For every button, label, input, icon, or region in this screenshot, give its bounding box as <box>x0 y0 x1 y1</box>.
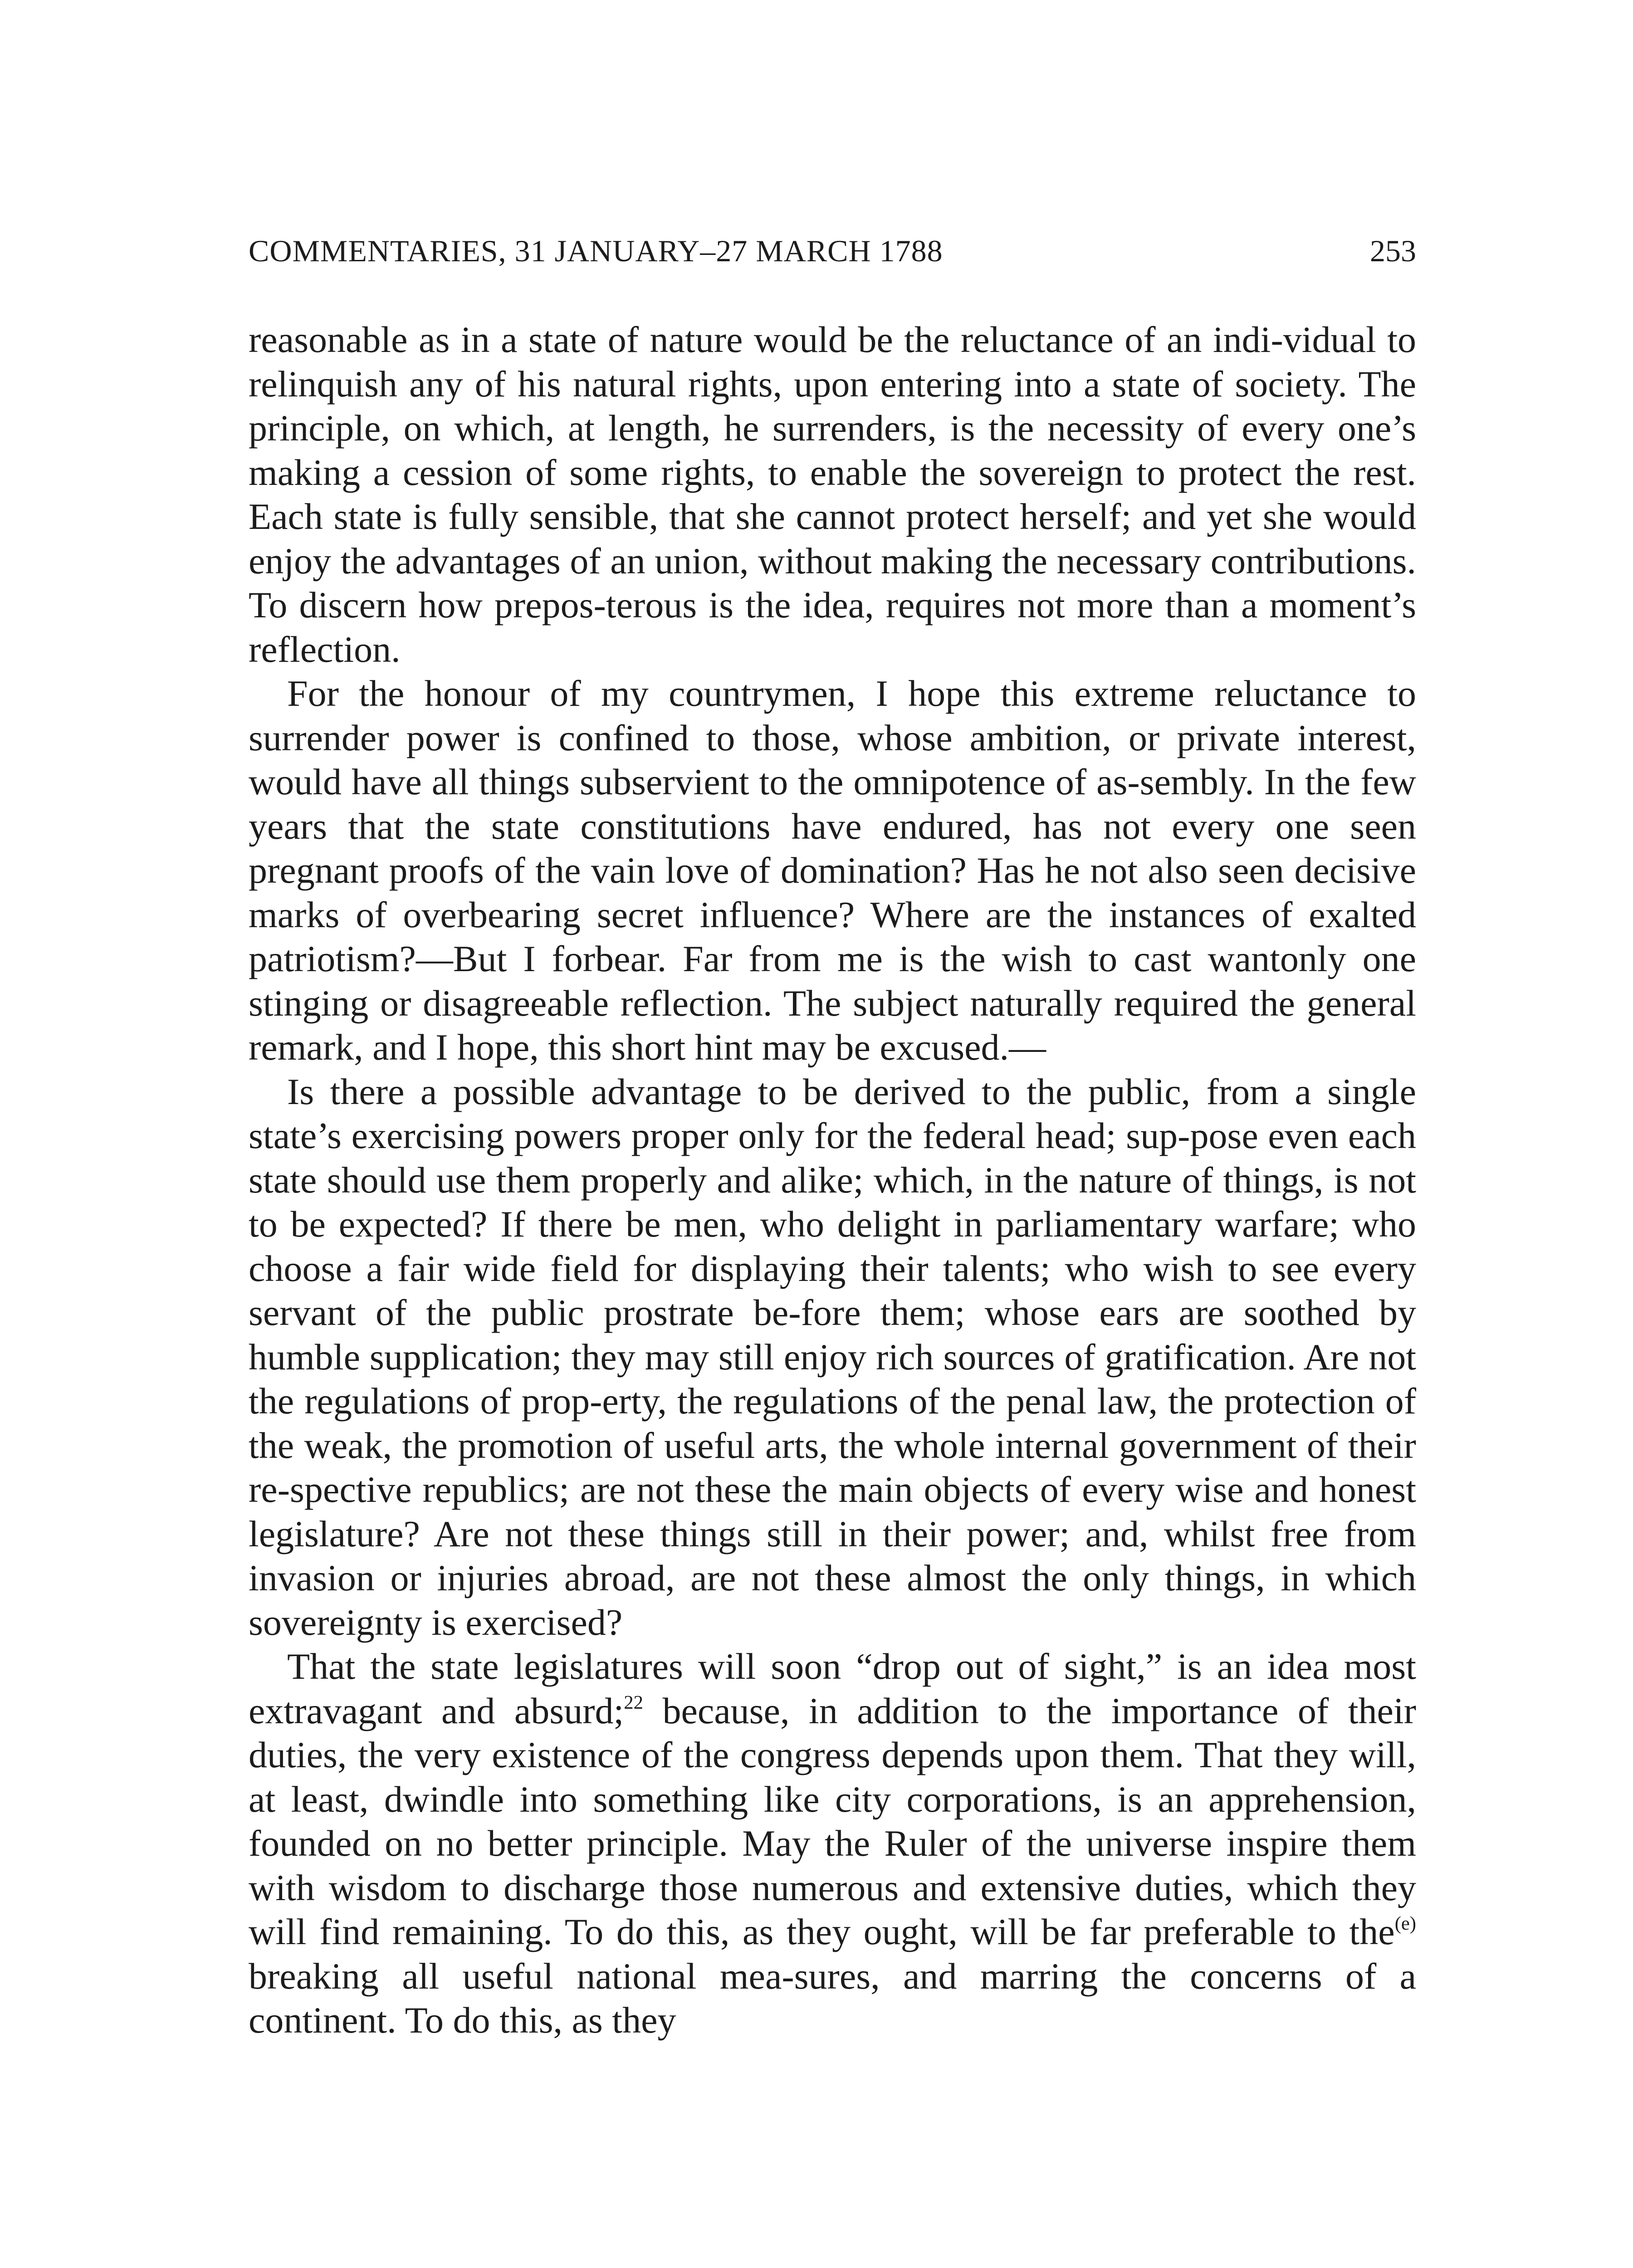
paragraph-text: For the honour of my countrymen, I hope this extreme reluctance to surrender power is confined to those, whose ambition, or private interest, would have all things subservient to the omnipotence of as-sembly. In the few years that the state constitutions have endured, has not every one seen pregnant proofs of the vain love of domination? Has he not also seen decisive marks of overbearing secret influence? Where are the instances of exalted patriotism?—But I forbear. Far from me is the wish to cast wantonly one stinging or disagreeable reflection. The subject naturally required the general remark, and I hope, this short hint may be excused.— <box>249 673 1416 1068</box>
paragraph <box>249 1070 1416 1645</box>
paragraph <box>249 318 1416 671</box>
paragraph-text: breaking all useful national mea-sures, and marring the concerns of a continent. To do this, as they <box>249 1955 1416 2041</box>
paragraph <box>249 1644 1416 2043</box>
paragraph-text: That the state legislatures will soon “drop out of sight,” is an idea most extravagant and absurd; <box>249 1646 1416 1731</box>
footnote-reference[interactable]: 22 <box>624 1691 643 1713</box>
running-head-title: COMMENTARIES, 31 JANUARY–27 MARCH 1788 <box>249 234 943 268</box>
paragraph <box>249 671 1416 1070</box>
paragraph-text: reasonable as in a state of nature would be the reluctance of an indi-vidual to relinquish any of his natural rights, upon entering into a state of society. The principle, on which, at length, he surrenders, is the necessity of every one’s making a cession of some rights, to enable the sovereign to protect the rest. Each state is fully sensible, that she cannot protect herself; and yet she would enjoy the advantages of an union, without making the necessary contributions. To discern how prepos-terous is the idea, requires not more than a moment’s reflection. <box>249 319 1416 670</box>
page-number: 253 <box>1370 234 1416 268</box>
running-head <box>249 230 1416 271</box>
body-text <box>249 318 1416 2043</box>
paragraph-text: because, in addition to the importance of their duties, the very existence of the congress depends upon them. That they will, at least, dwindle into something like city corporations, is an apprehension, founded on no better principle. May the Ruler of the universe inspire them with wisdom to discharge those numerous and extensive duties, which they will find remaining. To do this, as they ought, will be far preferable to the <box>249 1690 1416 1952</box>
note-reference[interactable]: (e) <box>1394 1913 1416 1935</box>
paragraph-text: Is there a possible advantage to be derived to the public, from a single state’s exercising powers proper only for the federal head; sup-pose even each state should use them properly and alike; which, in the nature of things, is not to be expected? If there be men, who delight in parliamentary warfare; who choose a fair wide field for displaying their talents; who wish to see every servant of the public prostrate be-fore them; whose ears are soothed by humble supplication; they may still enjoy rich sources of gratification. Are not the regulations of prop-erty, the regulations of the penal law, the protection of the weak, the promotion of useful arts, the whole internal government of their re-spective republics; are not these the main objects of every wise and honest legislature? Are not these things still in their power; and, whilst free from invasion or injuries abroad, are not these almost the only things, in which sovereignty is exercised? <box>249 1070 1416 1643</box>
